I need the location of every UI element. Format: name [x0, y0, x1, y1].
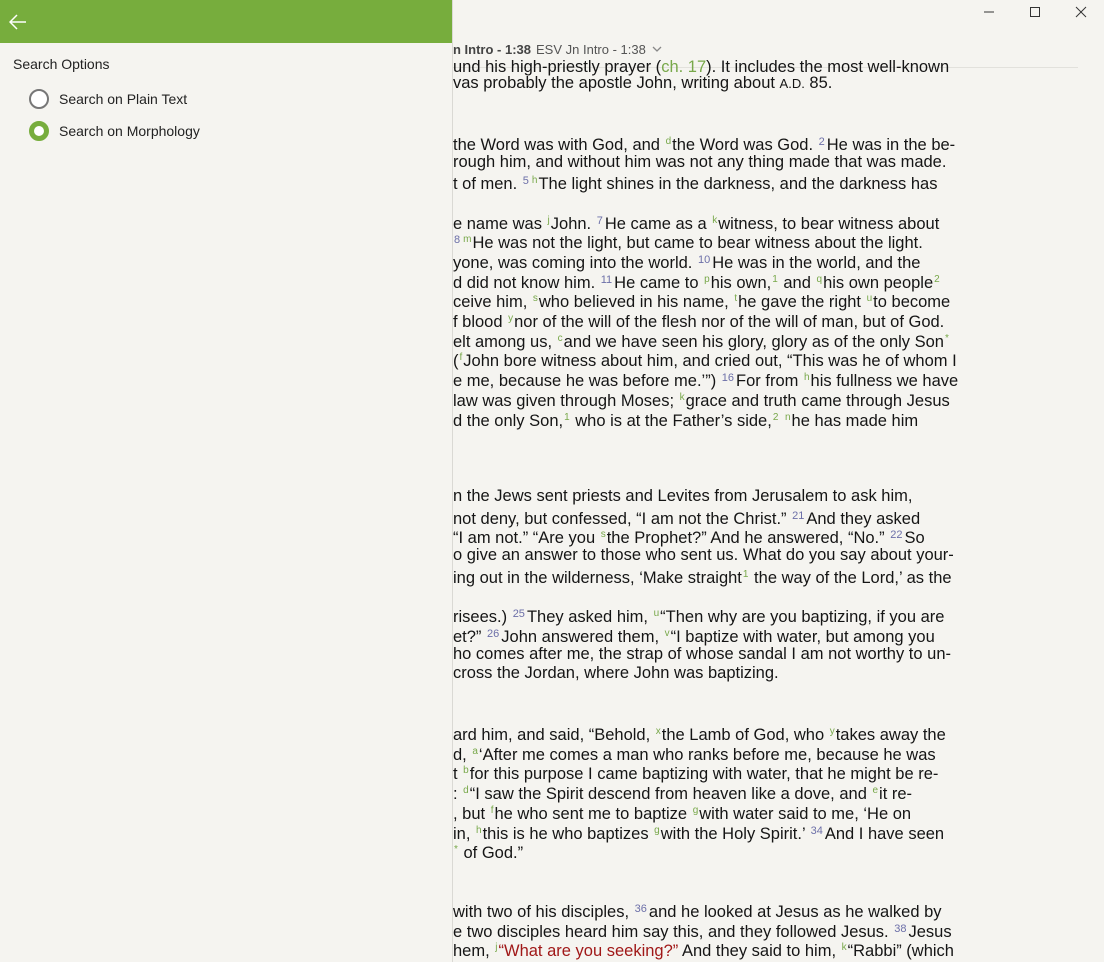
reference-bar[interactable] — [453, 40, 662, 58]
bible-line: t of men. $^5$ $^h$The light shines in the darkness, and the darkness has — [453, 175, 938, 193]
search-options-panel — [0, 0, 453, 962]
bible-line: o give an answer to those who sent us. What do you say about your- — [453, 546, 954, 564]
bible-line: n the Jews sent priests and Levites from Jerusalem to ask him, — [453, 487, 913, 505]
radio-morphology[interactable] — [29, 121, 49, 141]
reference-partial: n Intro - 1:38 — [453, 41, 532, 57]
bible-line: not deny, but confessed, “I am not the Christ.” $^{21}$ And they asked — [453, 510, 921, 528]
bible-line: und his high-priestly prayer (ch. 17). It includes the most well-known — [453, 58, 950, 76]
bible-reader — [453, 0, 1104, 962]
bible-line: “I am not.” “Are you $^s$the Prophet?” And he answered, “No.” $^{22}$ So — [453, 529, 925, 547]
bible-line: d the only Son,$^1$ who is at the Father’s side,$^2$ $^n$he has made him — [453, 412, 919, 430]
bible-line: ho comes after me, the strap of whose sandal I am not worthy to un- — [453, 645, 951, 663]
back-button[interactable] — [8, 12, 28, 32]
back-arrow-icon — [9, 14, 27, 30]
bible-line: with two of his disciples, $^{36}$ and he looked at Jesus as he walked by — [453, 903, 942, 921]
bible-line: cross the Jordan, where John was baptizing. — [453, 664, 779, 682]
bible-line: yone, was coming into the world. $^{10}$ He was in the world, and the — [453, 254, 921, 272]
option-plain-text-label: Search on Plain Text — [59, 91, 188, 107]
bible-line: the Word was with God, and $^d$the Word was God. $^2$ He was in the be- — [453, 136, 956, 154]
bible-line: in, $^h$this is he who baptizes $^g$with the Holy Spirit.’ $^{34}$ And I have seen — [453, 825, 945, 843]
radio-plain-text[interactable] — [29, 89, 49, 109]
bible-line: f blood $^y$nor of the will of the flesh nor of the will of man, but of God. — [453, 313, 945, 331]
panel-title: Search Options — [13, 56, 110, 72]
bible-line: law was given through Moses; $^k$grace and truth came through Jesus — [453, 392, 950, 410]
bible-line: ceive him, $^s$who believed in his name, $^t$he gave the right $^u$to become — [453, 293, 951, 311]
bible-line: e me, because he was before me.’”) $^{16}$ For from $^h$his fullness we have — [453, 372, 959, 390]
bible-line: ing out in the wilderness, ‘Make straight$^1$ the way of the Lord,’ as the — [453, 569, 952, 587]
bible-line: d did not know him. $^{11}$ He came to $^p$his own,$^1$ and $^q$his own people$^2$ — [453, 274, 940, 292]
bible-line: t $^b$for this purpose I came baptizing with water, that he might be re- — [453, 765, 939, 783]
bible-line: et?” $^{26}$ John answered them, $^v$“I baptize with water, but among you — [453, 628, 935, 646]
option-plain-text[interactable] — [29, 89, 187, 109]
reference-full: ESV Jn Intro - 1:38 — [536, 41, 646, 57]
bible-line: risees.) $^{25}$ They asked him, $^u$“Then why are you baptizing, if you are — [453, 608, 945, 626]
bible-line: * of God.” — [454, 844, 524, 862]
bible-line: hem, $^j$“What are you seeking?” And they said to him, $^k$“Rabbi” (which — [453, 942, 954, 960]
option-morphology-label: Search on Morphology — [59, 123, 200, 139]
bible-line: rough him, and without him was not any thing made that was made. — [453, 153, 947, 171]
bible-line: ($^f$John bore witness about him, and cried out, “This was he of whom I — [453, 352, 957, 370]
bible-line: vas probably the apostle John, writing about A.D. 85. — [453, 74, 833, 92]
bible-line: , but $^f$he who sent me to baptize $^g$with water said to me, ‘He on — [453, 805, 912, 823]
panel-header — [0, 0, 452, 43]
bible-line: ard him, and said, “Behold, $^x$the Lamb of God, who $^y$takes away the — [453, 726, 946, 744]
bible-line: elt among us, $^c$and we have seen his glory, glory as of the only Son* — [453, 333, 949, 351]
bible-line: $^8$ $^m$He was not the light, but came to bear witness about the light. — [454, 234, 923, 252]
chevron-down-icon[interactable] — [652, 46, 662, 53]
bible-line: e two disciples heard him say this, and they followed Jesus. $^{38}$ Jesus — [453, 923, 952, 941]
bible-line: e name was $^j$John. $^7$ He came as a $^k$witness, to bear witness about — [453, 215, 940, 233]
bible-line: d, $^a$‘After me comes a man who ranks before me, because he was — [453, 746, 936, 764]
bible-line: : $^d$“I saw the Spirit descend from heaven like a dove, and $^e$it re- — [453, 785, 913, 803]
option-morphology[interactable] — [29, 121, 200, 141]
